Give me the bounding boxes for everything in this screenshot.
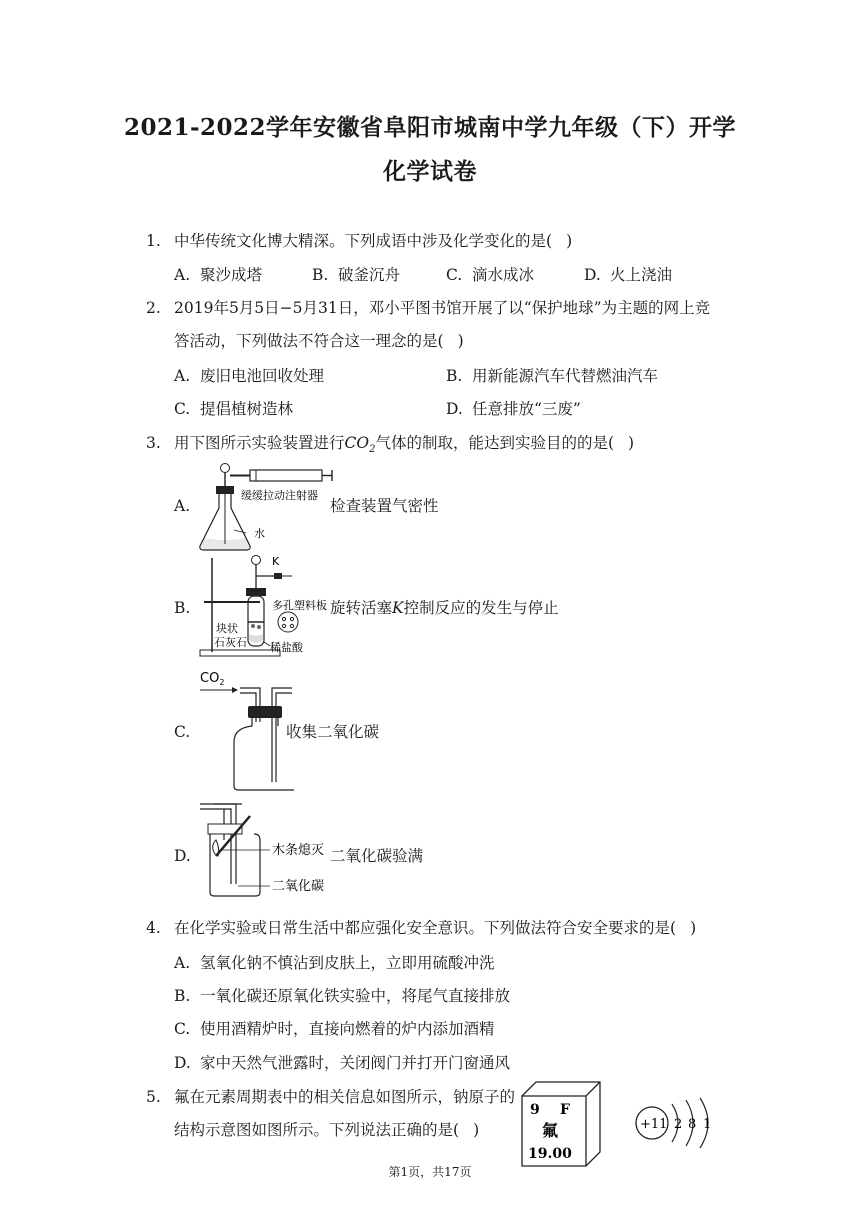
nucleus-charge: +11	[640, 1117, 668, 1132]
q3-option-a-text: 检查装置气密性	[330, 497, 439, 515]
q3-option-c-text: 收集二氧化碳	[286, 723, 380, 741]
question-4: 4. 在化学实验或日常生活中都应强化安全意识。下列做法符合安全要求的是( )	[146, 919, 697, 937]
fluorine-element-card	[518, 1078, 604, 1170]
question-5-stem-line2: 结构示意图如图所示。下列说法正确的是( )	[174, 1121, 480, 1139]
q3-option-b-letter: B.	[174, 599, 191, 617]
question-1-stem: 中华传统文化博大精深。下列成语中涉及化学变化的是(	[174, 232, 553, 250]
label-lump: 块状	[216, 622, 238, 635]
element-symbol: F	[560, 1102, 570, 1118]
q3-figure-a-syringe-flask	[194, 462, 334, 554]
label-co2-inlet: $CO_2$	[200, 671, 225, 687]
q1-option-c: C. 滴水成冰	[446, 266, 535, 284]
label-porous-plate: 多孔塑料板	[272, 599, 327, 612]
page-footer: 第1页，共17页	[388, 1165, 472, 1179]
shell-2-electrons: 8	[688, 1117, 697, 1132]
q2-option-a: A. 废旧电池回收处理	[174, 367, 325, 385]
question-2: 2. 2019年5月5日−5月31日，邓小平图书馆开展了以“保护地球”为主题的网上竞	[146, 299, 711, 317]
q4-option-a: A. 氢氧化钠不慎沾到皮肤上，立即用硫酸冲洗	[174, 954, 495, 972]
q2-option-b: B. 用新能源汽车代替燃油汽车	[446, 367, 659, 385]
label-limestone: 石灰石	[214, 636, 247, 649]
q3-option-d-text: 二氧化碳验满	[330, 847, 424, 865]
q4-option-d: D. 家中天然气泄露时，关闭阀门并打开门窗通风	[174, 1054, 511, 1072]
label-splint-extinguished: 木条熄灭	[272, 843, 325, 858]
q3-figure-b-stand-apparatus	[196, 552, 336, 660]
sodium-atom-diagram	[632, 1092, 724, 1154]
q4-option-c: C. 使用酒精炉时，直接向燃着的炉内添加酒精	[174, 1020, 495, 1038]
shell-1-electrons: 2	[674, 1117, 683, 1132]
label-water: 水	[254, 527, 265, 540]
question-2-stem-line1: 2019年5月5日−5月31日，邓小平图书馆开展了以“保护地球”为主题的网上竞	[174, 299, 711, 317]
paper-title-line2: 化学试卷	[383, 158, 477, 185]
q3-figure-d-bottle-splint	[198, 800, 344, 902]
q1-option-a: A. 聚沙成塔	[174, 266, 263, 284]
q1-option-b: B. 破釜沉舟	[312, 266, 401, 284]
q3-figure-c-gas-bottle	[196, 666, 296, 794]
element-name: 氟	[542, 1121, 559, 1140]
label-slow-pull-syringe: 缓缓拉动注射器	[241, 489, 318, 502]
shell-3-electrons: 1	[703, 1117, 712, 1132]
atomic-mass: 19.00	[528, 1146, 572, 1162]
label-dilute-hcl: 稀盐酸	[270, 641, 303, 654]
question-1: 1. 中华传统文化博大精深。下列成语中涉及化学变化的是( )	[146, 232, 573, 250]
q2-option-c: C. 提倡植树造林	[174, 400, 294, 418]
question-3: 3. 用下图所示实验装置进行$CO_2$气体的制取，能达到实验目的的是( )	[146, 434, 635, 456]
paper-title-line1: 2021-2022学年安徽省阜阳市城南中学九年级（下）开学	[123, 114, 737, 141]
atomic-number: 9	[530, 1102, 540, 1118]
question-5: 5. 氟在元素周期表中的相关信息如图所示，钠原子的	[146, 1088, 516, 1106]
q2-option-d: D. 任意排放“三废”	[446, 400, 581, 418]
q4-option-b: B. 一氧化碳还原氧化铁实验中，将尾气直接排放	[174, 987, 511, 1005]
q1-option-d: D. 火上浇油	[584, 266, 673, 284]
q3-option-d-letter: D.	[174, 847, 191, 865]
label-carbon-dioxide: 二氧化碳	[272, 879, 325, 894]
question-2-stem-line2: 答活动，下列做法不符合这一理念的是( )	[174, 332, 464, 350]
q3-option-b-text: 旋转活塞K控制反应的发生与停止	[330, 599, 559, 617]
label-valve-k: K	[272, 555, 280, 568]
q3-option-c-letter: C.	[174, 723, 191, 741]
q3-option-a-letter: A.	[174, 497, 191, 515]
